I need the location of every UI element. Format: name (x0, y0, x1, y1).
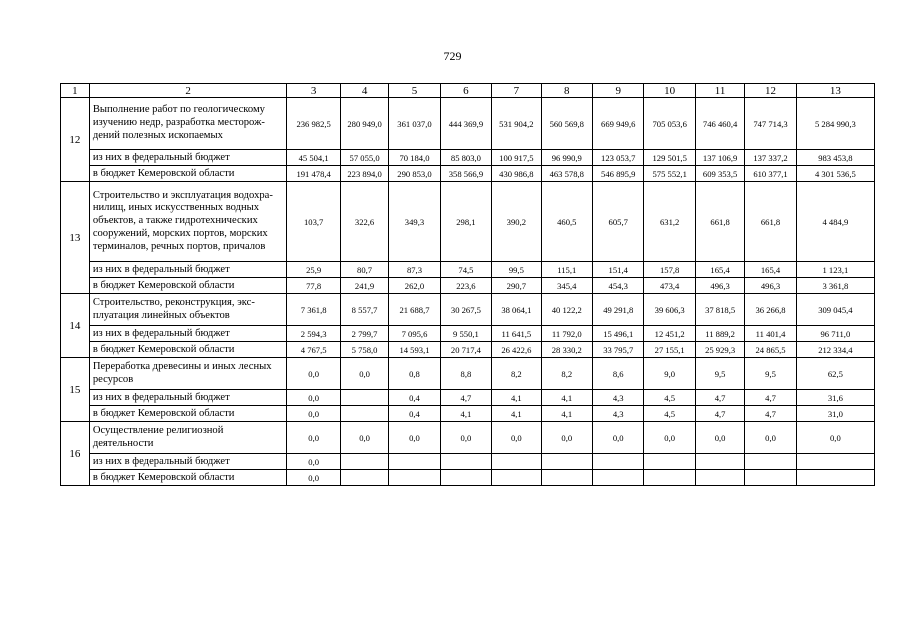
value-cell (440, 470, 491, 486)
value-cell: 223 894,0 (340, 166, 388, 182)
value-cell: 236 982,5 (287, 98, 341, 150)
value-cell: 70 184,0 (389, 150, 440, 166)
value-cell: 0,0 (340, 358, 388, 390)
table-row-sub (61, 390, 875, 406)
value-cell (389, 454, 440, 470)
row-number: 14 (61, 294, 90, 358)
value-cell: 0,0 (287, 422, 341, 454)
table-row-main (61, 358, 875, 390)
table-row-sub (61, 278, 875, 294)
budget-breakdown-label: из них в федеральный бюджет (89, 390, 287, 406)
value-cell (745, 454, 796, 470)
table-row-sub (61, 326, 875, 342)
value-cell: 151,4 (593, 262, 644, 278)
table-row-main (61, 98, 875, 150)
value-cell (541, 454, 592, 470)
value-cell (340, 390, 388, 406)
table-row-sub (61, 470, 875, 486)
value-cell: 37 818,5 (695, 294, 744, 326)
value-cell: 262,0 (389, 278, 440, 294)
value-cell: 11 401,4 (745, 326, 796, 342)
value-cell (340, 470, 388, 486)
budget-breakdown-label: из них в федеральный бюджет (89, 326, 287, 342)
column-header-11: 11 (695, 84, 744, 98)
value-cell: 49 291,8 (593, 294, 644, 326)
column-header-5: 5 (389, 84, 440, 98)
value-cell: 298,1 (440, 182, 491, 262)
value-cell (440, 454, 491, 470)
value-cell: 4 484,9 (796, 182, 874, 262)
value-cell: 496,3 (745, 278, 796, 294)
value-cell: 14 593,1 (389, 342, 440, 358)
value-cell: 15 496,1 (593, 326, 644, 342)
value-cell: 87,3 (389, 262, 440, 278)
table-row-sub (61, 342, 875, 358)
column-header-9: 9 (593, 84, 644, 98)
value-cell (340, 454, 388, 470)
value-cell: 5 758,0 (340, 342, 388, 358)
column-header-4: 4 (340, 84, 388, 98)
value-cell: 241,9 (340, 278, 388, 294)
column-header-7: 7 (492, 84, 541, 98)
value-cell: 137 337,2 (745, 150, 796, 166)
table-row-main (61, 294, 875, 326)
value-cell: 0,0 (440, 422, 491, 454)
value-cell: 9 550,1 (440, 326, 491, 342)
value-cell (593, 454, 644, 470)
value-cell: 123 053,7 (593, 150, 644, 166)
value-cell: 100 917,5 (492, 150, 541, 166)
value-cell: 661,8 (695, 182, 744, 262)
value-cell: 496,3 (695, 278, 744, 294)
value-cell (644, 470, 695, 486)
value-cell: 99,5 (492, 262, 541, 278)
value-cell: 345,4 (541, 278, 592, 294)
column-header-3: 3 (287, 84, 341, 98)
value-cell: 74,5 (440, 262, 491, 278)
value-cell: 28 330,2 (541, 342, 592, 358)
value-cell: 0,0 (492, 422, 541, 454)
table-row-main (61, 182, 875, 262)
value-cell: 0,0 (593, 422, 644, 454)
value-cell: 165,4 (745, 262, 796, 278)
value-cell: 3 361,8 (796, 278, 874, 294)
column-header-10: 10 (644, 84, 695, 98)
value-cell: 280 949,0 (340, 98, 388, 150)
value-cell: 0,0 (541, 422, 592, 454)
value-cell: 25 929,3 (695, 342, 744, 358)
budget-breakdown-label: в бюджет Кемеровской области (89, 166, 287, 182)
value-cell: 531 904,2 (492, 98, 541, 150)
value-cell: 4,5 (644, 406, 695, 422)
value-cell: 309 045,4 (796, 294, 874, 326)
value-cell (389, 470, 440, 486)
value-cell: 2 594,3 (287, 326, 341, 342)
value-cell: 20 717,4 (440, 342, 491, 358)
value-cell: 4,7 (695, 406, 744, 422)
value-cell: 57 055,0 (340, 150, 388, 166)
value-cell: 605,7 (593, 182, 644, 262)
value-cell: 4,1 (541, 406, 592, 422)
value-cell (492, 470, 541, 486)
value-cell: 0,0 (644, 422, 695, 454)
row-number: 13 (61, 182, 90, 294)
value-cell: 31,6 (796, 390, 874, 406)
value-cell: 8,6 (593, 358, 644, 390)
value-cell: 0,0 (287, 454, 341, 470)
value-cell: 454,3 (593, 278, 644, 294)
activity-name: Строительство и эксплуатация водохра-нилищ, иных искусственных водных объектов, а также гидротехнических сооружений, морских портов, морских терминалов, речных портов, причалов (89, 182, 287, 262)
budget-breakdown-label: в бюджет Кемеровской области (89, 406, 287, 422)
value-cell: 4 767,5 (287, 342, 341, 358)
value-cell (593, 470, 644, 486)
value-cell: 12 451,2 (644, 326, 695, 342)
value-cell: 165,4 (695, 262, 744, 278)
value-cell: 669 949,6 (593, 98, 644, 150)
value-cell: 560 569,8 (541, 98, 592, 150)
table-row-sub (61, 406, 875, 422)
value-cell: 26 422,6 (492, 342, 541, 358)
value-cell: 62,5 (796, 358, 874, 390)
value-cell: 4,1 (492, 406, 541, 422)
value-cell: 390,2 (492, 182, 541, 262)
value-cell: 0,0 (340, 422, 388, 454)
value-cell: 609 353,5 (695, 166, 744, 182)
value-cell: 8,2 (541, 358, 592, 390)
value-cell: 27 155,1 (644, 342, 695, 358)
value-cell: 0,0 (287, 358, 341, 390)
value-cell (644, 454, 695, 470)
budget-breakdown-label: в бюджет Кемеровской области (89, 342, 287, 358)
table-row-sub (61, 262, 875, 278)
value-cell: 4,7 (440, 390, 491, 406)
value-cell: 4,3 (593, 406, 644, 422)
page-number: 729 (443, 49, 462, 63)
value-cell: 25,9 (287, 262, 341, 278)
value-cell: 290 853,0 (389, 166, 440, 182)
value-cell (340, 406, 388, 422)
value-cell: 77,8 (287, 278, 341, 294)
column-header-2: 2 (89, 84, 287, 98)
value-cell: 290,7 (492, 278, 541, 294)
column-header-8: 8 (541, 84, 592, 98)
row-number: 12 (61, 98, 90, 182)
value-cell (796, 470, 874, 486)
value-cell: 473,4 (644, 278, 695, 294)
value-cell: 610 377,1 (745, 166, 796, 182)
budget-table (60, 83, 875, 486)
value-cell: 24 865,5 (745, 342, 796, 358)
value-cell: 4,7 (695, 390, 744, 406)
value-cell: 4,7 (745, 406, 796, 422)
value-cell: 546 895,9 (593, 166, 644, 182)
value-cell: 4,3 (593, 390, 644, 406)
value-cell: 705 053,6 (644, 98, 695, 150)
budget-breakdown-label: в бюджет Кемеровской области (89, 470, 287, 486)
row-number: 16 (61, 422, 90, 486)
value-cell: 460,5 (541, 182, 592, 262)
budget-breakdown-label: из них в федеральный бюджет (89, 262, 287, 278)
value-cell: 8,8 (440, 358, 491, 390)
value-cell: 0,0 (287, 390, 341, 406)
value-cell: 103,7 (287, 182, 341, 262)
value-cell: 349,3 (389, 182, 440, 262)
column-header-6: 6 (440, 84, 491, 98)
value-cell: 361 037,0 (389, 98, 440, 150)
table-row-sub (61, 166, 875, 182)
value-cell: 0,4 (389, 390, 440, 406)
value-cell: 661,8 (745, 182, 796, 262)
value-cell (695, 470, 744, 486)
value-cell: 223,6 (440, 278, 491, 294)
value-cell: 33 795,7 (593, 342, 644, 358)
value-cell: 115,1 (541, 262, 592, 278)
value-cell: 129 501,5 (644, 150, 695, 166)
value-cell: 31,0 (796, 406, 874, 422)
value-cell: 40 122,2 (541, 294, 592, 326)
value-cell: 4 301 536,5 (796, 166, 874, 182)
row-number: 15 (61, 358, 90, 422)
value-cell: 80,7 (340, 262, 388, 278)
value-cell (695, 454, 744, 470)
value-cell: 0,0 (389, 422, 440, 454)
value-cell: 137 106,9 (695, 150, 744, 166)
value-cell: 444 369,9 (440, 98, 491, 150)
value-cell: 36 266,8 (745, 294, 796, 326)
value-cell: 4,7 (745, 390, 796, 406)
value-cell: 7 095,6 (389, 326, 440, 342)
value-cell: 11 889,2 (695, 326, 744, 342)
budget-breakdown-label: в бюджет Кемеровской области (89, 278, 287, 294)
column-header-row (61, 84, 875, 98)
value-cell (796, 454, 874, 470)
value-cell: 30 267,5 (440, 294, 491, 326)
budget-breakdown-label: из них в федеральный бюджет (89, 454, 287, 470)
value-cell: 463 578,8 (541, 166, 592, 182)
value-cell: 8,2 (492, 358, 541, 390)
activity-name: Осуществление религиозной деятельности (89, 422, 287, 454)
value-cell: 45 504,1 (287, 150, 341, 166)
table-row-sub (61, 150, 875, 166)
value-cell: 358 566,9 (440, 166, 491, 182)
value-cell (492, 454, 541, 470)
activity-name: Переработка древесины и иных лесных ресурсов (89, 358, 287, 390)
value-cell: 8 557,7 (340, 294, 388, 326)
activity-name: Выполнение работ по геологическому изучению недр, разработка месторож-дений полезных ископаемых (89, 98, 287, 150)
value-cell: 9,0 (644, 358, 695, 390)
value-cell: 747 714,3 (745, 98, 796, 150)
value-cell: 39 606,3 (644, 294, 695, 326)
value-cell: 11 641,5 (492, 326, 541, 342)
table-row-sub (61, 454, 875, 470)
column-header-13: 13 (796, 84, 874, 98)
value-cell: 575 552,1 (644, 166, 695, 182)
value-cell: 96 711,0 (796, 326, 874, 342)
value-cell: 0,4 (389, 406, 440, 422)
value-cell: 4,1 (541, 390, 592, 406)
value-cell: 212 334,4 (796, 342, 874, 358)
value-cell: 85 803,0 (440, 150, 491, 166)
value-cell: 746 460,4 (695, 98, 744, 150)
column-header-1: 1 (61, 84, 90, 98)
value-cell: 430 986,8 (492, 166, 541, 182)
value-cell: 4,5 (644, 390, 695, 406)
value-cell: 9,5 (695, 358, 744, 390)
value-cell: 983 453,8 (796, 150, 874, 166)
value-cell (745, 470, 796, 486)
value-cell: 11 792,0 (541, 326, 592, 342)
value-cell: 191 478,4 (287, 166, 341, 182)
value-cell: 7 361,8 (287, 294, 341, 326)
activity-name: Строительство, реконструкция, экс-плуатация линейных объектов (89, 294, 287, 326)
value-cell (541, 470, 592, 486)
value-cell: 0,0 (287, 406, 341, 422)
value-cell: 4,1 (492, 390, 541, 406)
value-cell: 38 064,1 (492, 294, 541, 326)
value-cell: 0,8 (389, 358, 440, 390)
value-cell: 4,1 (440, 406, 491, 422)
value-cell: 0,0 (695, 422, 744, 454)
value-cell: 5 284 990,3 (796, 98, 874, 150)
value-cell: 0,0 (745, 422, 796, 454)
value-cell: 2 799,7 (340, 326, 388, 342)
value-cell: 96 990,9 (541, 150, 592, 166)
value-cell: 21 688,7 (389, 294, 440, 326)
value-cell: 9,5 (745, 358, 796, 390)
value-cell: 1 123,1 (796, 262, 874, 278)
value-cell: 0,0 (796, 422, 874, 454)
budget-breakdown-label: из них в федеральный бюджет (89, 150, 287, 166)
column-header-12: 12 (745, 84, 796, 98)
table-row-main (61, 422, 875, 454)
value-cell: 631,2 (644, 182, 695, 262)
value-cell: 322,6 (340, 182, 388, 262)
value-cell: 157,8 (644, 262, 695, 278)
value-cell: 0,0 (287, 470, 341, 486)
